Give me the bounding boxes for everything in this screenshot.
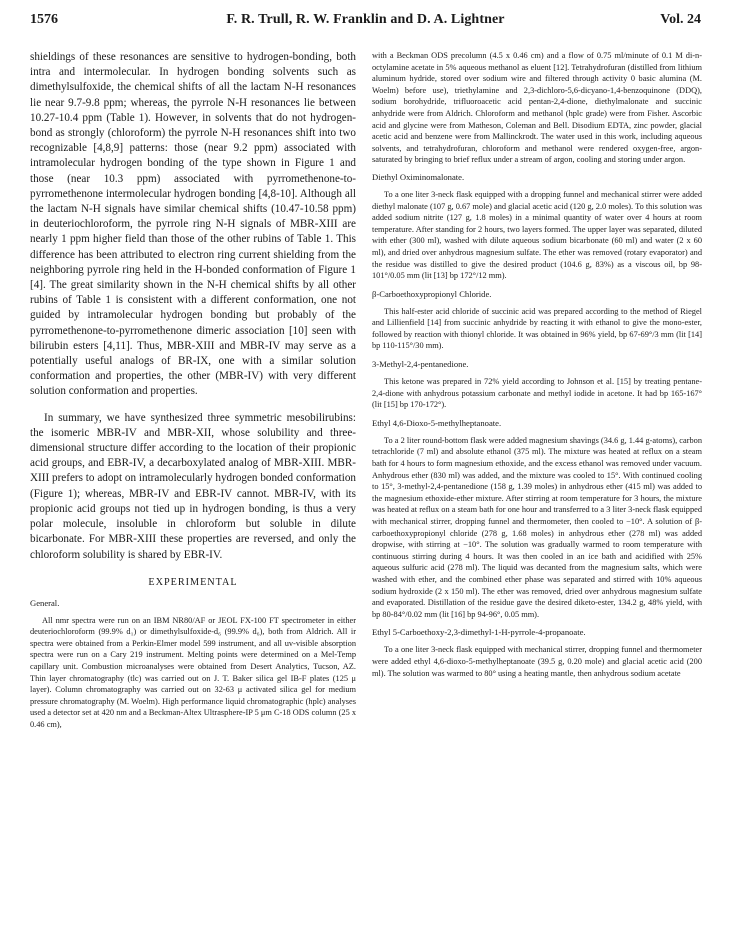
section-heading-pyrrole-propanoate: Ethyl 5-Carboethoxy-2,3-dimethyl-1-H-pyrrole-4-propanoate. bbox=[372, 627, 586, 638]
general-heading: General. bbox=[30, 597, 60, 608]
section-heading-diethyl-oximinomalonate: Diethyl Oximinomalonate. bbox=[372, 171, 465, 182]
volume-label: Vol. 24 bbox=[660, 12, 701, 27]
discussion-paragraph-1: shieldings of these resonances are sensitive to hydrogen-bonding, both intra and intermolecular. In hydrogen bonding solvents such as dimethylsulfoxide, the chemical shifts of all the lactam N-H resonances lie near 9.7-9.8 ppm; whereas, the pyrrole N-H resonances lie between 10.27-10.4 ppm (Table 1). However, in solvents that do not hydrogen-bond as strongly (chloroform) the pyrrole N-H resonances shift into two recognizable [4,8,9] patterns: those (near 9.2 ppm) associated with intramolecular hydrogen bonding of the type shown in Figure 1 and those (near 10.3 ppm) associated with pyrromethenone-to-pyrromethenone intermolecular hydrogen bonding [4,8-10]. Although all the lactam N-H signals have similar chemical shifts (10.47-10.58 ppm) in deuteriochloroform, the pyrrole ring N-H signals of MBR-XIII are nearly 1 ppm higher field than those of the other rubins of Table 1. This difference has been attributed to electron ring current shielding from the neighboring pyrrole ring held in the H-bonded conformation of Figure 1 [4]. The great similarity shown in the N-H chemical shifts by all other rubins of Table 1 is consistent with a different conformation, one not guided by intramolecular hydrogen bonding but probably of the pyrromethenone-to-pyrromethenone dimeric association [10] seen with bilirubin esters [4,11]. Thus, MBR-XIII and MBR-IV may serve as a potentially useful analogs of BR-IX, one with a similar solution conformation and properties, the other (MBR-IV) with very different solution conformation and properties. bbox=[30, 51, 356, 398]
right-column bbox=[372, 50, 702, 679]
section-text-dioxo-methylheptanoate: To a 2 liter round-bottom flask were added magnesium shavings (34.6 g, 1.44 g-atoms), carbon tetrachloride (7 ml) and absolute ethanol (375 ml). The mixture was heated at reflux on a steam bath for 4 hours to form magnesium ethoxide, and the excess ethanol was removed under vacuum. Anhydrous ether (830 ml) was added, and the mixture was cooled to 15°. With continued cooling to 15°, 3-methyl-2,4-pentanedione (158 g, 1.39 moles) in anhydrous ether (415 ml) was added to the magnesium ethoxide-ether mixture. After stirring at room temperature for 3 hours, the mixture was heated at reflux on a steam bath for one hour and transferred to a 3 liter 3-neck flask equipped with mechanical stirrer, dropping funnel and thermometer, then cooled to −10°. A solution of β-carboethoxypropionyl chloride (278 g, 1.68 moles) in anhydrous ether (278 ml) was added dropwise, with stirring at −10°. The solution was gradually warmed to room temperature with continuous stirring during 4 hours. It was then cooled in an ice bath and acidified with 25% aqueous sulfuric acid (278 ml). The liquid was decanted from the magnesium salts, which were washed with ether, and the combined ether phase was separated and stirred with 10% aqueous sodium hydroxide (2 x 150 ml). The ether was removed, dried over anhydrous magnesium sulfate and evaporated. Distillation of the residue gave the desired diketo-ester, 134.2 g, 48% yield, with bp 80-84°/0.02 mm (lit [16] bp 94-96°, 0.05 mm). bbox=[372, 435, 702, 619]
section-heading-methyl-pentanedione: 3-Methyl-2,4-pentanedione. bbox=[372, 359, 469, 370]
discussion-text bbox=[30, 50, 356, 563]
summary-paragraph: In summary, we have synthesized three symmetric mesobilirubins: the isomeric MBR-IV and MBR-XII, whose solubility and three-dimensional structure differ according to the location of their propionic acid groups, and EBR-IV, a decarboxylated analog of MBR-XIII. MBR-XIII prefers to adopt on intramolecularly hydrogen bonded conformation (Figure 1); whereas, MBR-IV and EBR-IV cannot. MBR-IV, with its propionic acid groups not tied up in hydrogen bonding, is thus a very polar molecule, insoluble in chloroform but soluble in dilute bicarbonate. For MBR-XIII these properties are reversed, and only the chloroform solubility is shared by EBR-IV. bbox=[30, 411, 356, 561]
section-text-diethyl-oximinomalonate: To a one liter 3-neck flask equipped with a dropping funnel and mechanical stirrer were added diethyl malonate (107 g, 0.67 mole) and glacial acetic acid (120 g, 2.0 moles). To this solution was added sodium nitrite (127 g, 1.8 moles) in a minimal quantity of water over 4 hours at room temperature. After standing for 2 hours, two layers formed. The upper layer was separated, diluted with ether (300 ml), washed with dilute aqueous sodium bicarbonate (60 ml) and water (2 x 60 ml), and dried over anhydrous magnesium sulfate. The ether was removed (rotary evaporator) and the residue was distilled to give the desired product (104.6 g, 83%) as a viscous oil, bp 98-101°/0.05 mm (lit [13] bp 172°/12 mm). bbox=[372, 189, 702, 281]
section-text-pyrrole-propanoate: To a one liter 3-neck flask equipped with mechanical stirrer, dropping funnel and thermometer were added ethyl 4,6-dioxo-5-methylheptanoate (39.5 g, 0.20 mole) and glacial acetic acid (200 ml). The solution was warmed to 80° using a heating mantle, then anhydrous sodium acetate bbox=[372, 645, 702, 678]
page-number: 1576 bbox=[30, 12, 58, 27]
left-column bbox=[30, 50, 356, 731]
section-heading-carboethoxypropionyl-chloride: β-Carboethoxypropionyl Chloride. bbox=[372, 288, 492, 299]
experimental-heading: EXPERIMENTAL bbox=[148, 576, 238, 588]
running-header bbox=[30, 12, 701, 36]
general-paragraph-continued: with a Beckman ODS precolumn (4.5 x 0.46 cm) and a flow of 0.75 ml/minute of 0.1 M di-n-octylamine acetate in 5% aqueous methanol as eluent [12]. Tetrahydrofuran (distilled from lithium aluminum hydride, stored over sodium wire and filtered through activity 0 basic alumina (M. Woelm) before use), triethylamine and 2,3-dichloro-5,6-dicyano-1,4-benzoquinone (DDQ), sodium borohydride, trifluoroacetic acid pentan-2,4-dione, diethylmalonate and succinic anhydride were from Aldrich. Chloroform and methanol (hplc grade) were from Fisher. Ascorbic acid and glycine were from Matheson, Coleman and Bell. Disodium EDTA, zinc powder, glacial acetic acid and benzene were from Mallinckrodt. The water used in this work, including aqueous solvents, and tetrahydrofuran, chloroform and methanol were rendered oxygen-free, argon-saturated by bringing to brief reflux under a stream of argon, cooling and storing under argon. bbox=[372, 51, 702, 165]
running-authors: F. R. Trull, R. W. Franklin and D. A. Lightner bbox=[226, 12, 505, 27]
section-heading-dioxo-methylheptanoate: Ethyl 4,6-Dioxo-5-methylheptanoate. bbox=[372, 417, 502, 428]
section-text-carboethoxypropionyl-chloride: This half-ester acid chloride of succinic acid was prepared according to the method of Riegel and Lillienfield [14] from succinic anhydride by reacting it with ethanol to give the mono-ester, followed by reaction with thionyl chloride. It was obtained in 96% yield, bp 67-69°/3 mm (lit [14] bp 110-115°/30 mm). bbox=[372, 306, 702, 351]
general-paragraph: All nmr spectra were run on an IBM NR80/AF or JEOL FX-100 FT spectrometer in either deuteriochloroform (99.9% d₁) or dimethylsulfoxide-d₆ (99.9% d₆), both from Aldrich. All ir spectra were obtained from a Perkin-Elmer model 599 instrument, and all uv-visible absorption spectra were run on a Cary 219 instrument. Melting points were determined on a Mel-Temp capillary unit. Combustion microanalyses were obtained from Desert Analytics, Tucson, AZ. Thin layer chromatography (tlc) was carried out on J. T. Baker silica gel IB-F plates (125 μ layer). Column chromatography was carried out on 32-63 μ activated silica gel for medium pressure chromatography (M. Woelm). High performance liquid chromatographic (hplc) analyses used a detector set at 420 nm and a Beckman-Altex Ultrasphere-IP 5 μm C-18 ODS column (25 x 0.46 cm), bbox=[30, 615, 357, 730]
section-text-methyl-pentanedione: This ketone was prepared in 72% yield according to Johnson et al. [15] by treating pentane-2,4-dione with anhydrous potassium carbonate and methyl iodide in acetone. It had bp 165-167° (lit [15] bp 170-172°). bbox=[372, 377, 702, 410]
